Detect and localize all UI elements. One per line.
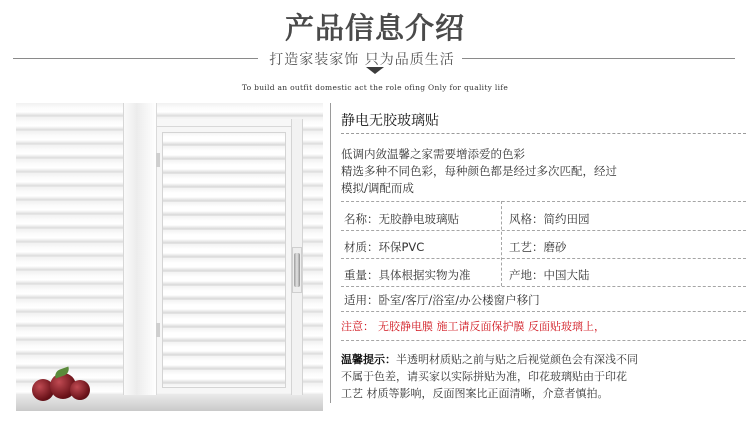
- fruit-icon: [70, 380, 90, 400]
- hinge-icon: [156, 323, 160, 337]
- caution-text: 无胶静电膜 施工请反面保护膜 反面贴玻璃上，: [378, 320, 605, 333]
- tip-line: 工艺 材质等影响，反面图案比正面清晰，介意者慎拍。: [341, 387, 609, 400]
- caution-note: [341, 318, 609, 334]
- spec-label: 重量：: [344, 268, 379, 282]
- spec-label: 名称：: [344, 212, 379, 226]
- title-underline: [341, 133, 746, 134]
- spec-origin: [509, 267, 590, 283]
- spec-row-divider: [341, 258, 746, 259]
- spec-name: [344, 211, 459, 227]
- frosted-door-panel: [157, 127, 291, 393]
- spec-craft: [509, 239, 567, 255]
- window-frame-left: [123, 103, 157, 411]
- door-handle-icon: [294, 253, 300, 287]
- spec-value: 无胶静电玻璃贴: [378, 212, 459, 226]
- spec-label: 产地：: [509, 268, 544, 282]
- spec-value: 中国大陆: [543, 268, 590, 282]
- tip-label: 温馨提示：: [341, 353, 396, 366]
- description-line: 模拟/调配而成: [341, 181, 414, 195]
- product-image: [16, 103, 323, 411]
- spec-usage: [344, 292, 540, 308]
- spec-label: 材质：: [344, 240, 379, 254]
- english-slogan: To build an outfit domestic act the role ofing Only for quality life: [241, 83, 509, 92]
- tip-line: 不属于色差，请买家以实际拼贴为准，印花玻璃贴由于印花: [341, 370, 627, 383]
- triangle-marker-icon: [366, 67, 384, 74]
- spec-value: 磨砂: [543, 240, 567, 254]
- product-name: 静电无胶玻璃贴: [341, 113, 439, 129]
- section-title: 产品信息介绍: [284, 11, 465, 45]
- title-divider-right: [462, 58, 735, 59]
- spec-row-divider: [341, 230, 746, 231]
- spec-value: 环保PVC: [378, 240, 425, 254]
- note-divider: [341, 340, 746, 341]
- tip-line: [341, 351, 638, 367]
- section-subtitle: 打造家装家饰 只为品质生活: [269, 52, 455, 68]
- tip-text: 半透明材质贴之前与贴之后视觉颜色会有深浅不同: [396, 353, 638, 366]
- spec-label: 风格：: [509, 212, 544, 226]
- spec-row-divider: [341, 311, 746, 312]
- description-line: 低调内敛温馨之家需要增添爱的色彩: [341, 147, 525, 161]
- panel-divider: [330, 103, 331, 403]
- spec-label: 工艺：: [509, 240, 544, 254]
- spec-material: [344, 239, 424, 255]
- spec-row-divider: [341, 286, 746, 287]
- spec-row-divider: [341, 201, 746, 202]
- title-divider-left: [13, 58, 258, 59]
- hinge-icon: [156, 153, 160, 167]
- spec-value: 具体根据实物为准: [378, 268, 471, 282]
- spec-weight: [344, 267, 471, 283]
- description-line: 精选多种不同色彩，每种颜色都是经过多次匹配，经过: [341, 164, 617, 178]
- spec-label: 适用：: [344, 293, 379, 307]
- spec-value: 卧室/客厅/浴室/办公楼窗户移门: [378, 293, 540, 307]
- caution-label: 注意：: [341, 320, 374, 333]
- spec-value: 简约田园: [543, 212, 590, 226]
- spec-style: [509, 211, 590, 227]
- spec-column-divider: [501, 201, 502, 286]
